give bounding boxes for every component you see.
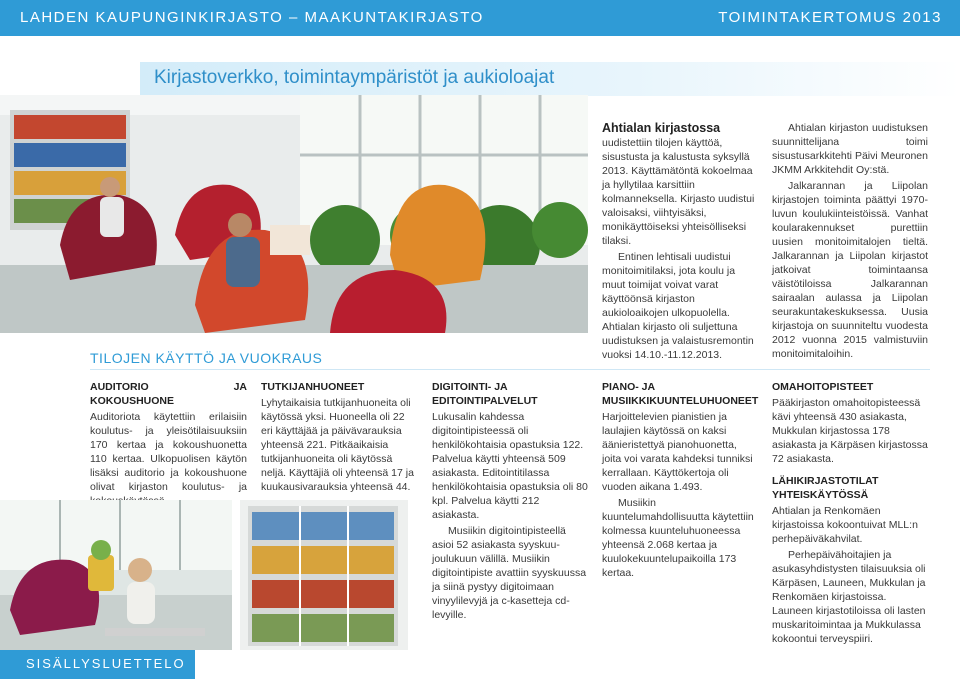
ahtiala-p1: uudistettiin tilojen käyttöä, sisustusta ja kalustusta syksyllä 2013. Käyttämätöntä kokoelmaa ja hyllytilaa karsittiin kolmanneksella. Kirjasto uudistui valoisaksi, viihtyisäksi, monikäyttöiseksi yhteisölliseksi tilaksi.	[602, 137, 755, 247]
section-divider	[90, 369, 930, 370]
column-paragraph: Ahtialan ja Renkomäen kirjastoissa kokoontuivat MLL:n perhepäiväkahvilat.	[772, 505, 918, 545]
column-paragraph: Lyhytaikaisia tutkijanhuoneita oli käytössä yksi. Huoneella oli 22 eri käyttäjää ja päivävarauksia yhteensä 221. Pitkäaikaisia tutkijanhuoneita oli käytössä neljä. Käyttäjiä oli yhteensä 17 ja kuukausivarauksia yhteensä 44.	[261, 397, 414, 493]
ahtiala-designer-paragraph: Ahtialan kirjaston uudistuksen suunnittelijana toimi sisustusarkkitehti Päivi Meuronen JKMM Arkkitehdit Oy:stä.	[772, 122, 928, 176]
table-of-contents-button[interactable]	[0, 650, 195, 679]
auditorio-column	[90, 380, 247, 510]
digitointi-column	[432, 380, 589, 624]
top-header-bar	[0, 0, 960, 36]
omahoitopisteet-column	[772, 380, 928, 648]
tutkijanhuoneet-column	[261, 380, 418, 496]
column-paragraph: Auditoriota käytettiin erilaisiin koulutus- ja yleisötilaisuuksiin 170 kertaa ja kokoushuonetta 110 kertaa. Ulkopuolisen käytön lisäksi auditorio ja kokoushuone olivat kirjaston koulutus- ja	[90, 411, 247, 493]
publication-name: LAHDEN KAUPUNGINKIRJASTO – MAAKUNTAKIRJASTO	[20, 9, 484, 26]
library-reading-room-photo	[0, 95, 588, 333]
column-paragraph: Harjoittelevien pianistien ja laulajien käytössä on kaksi äänieristettyä pianohuonetta, joita voi varata kahdeksi tunniksi kerrallaan. Käyttökertoja oli vuoden aikana 1.493.	[602, 411, 753, 493]
column-heading: AUDITORIO JA KOKOUSHUONE	[90, 381, 247, 407]
report-title: TOIMINTAKERTOMUS 2013	[718, 9, 942, 26]
column-heading: TUTKIJANHUONEET	[261, 381, 365, 393]
column-heading: DIGITOINTI- JA EDITOINTIPALVELUT	[432, 381, 538, 407]
column-paragraph: Lukusalin kahdessa digitointipisteessä oli henkilökohtaisia opastuksia 122. Palvelua käytti yhteensä 509 asiakasta. Editointitilassa henkilökohtaisia opastuksia oli 80 kpl. Palvelua käytti 212 asiakasta.	[432, 411, 588, 521]
children-area-photo	[0, 500, 232, 650]
column-heading: PIANO- JA MUSIIKKIKUUNTELUHUONEET	[602, 381, 759, 407]
ahtiala-lead: Ahtialan kirjastossa	[602, 121, 721, 135]
column-paragraph: Musiikin kuuntelumahdollisuutta käytettiin kolmessa kuunteluhuoneessa yhteensä 2.068 kertaa ja kuulokekuuntelupaikoilla 173 kertaa.	[602, 497, 754, 579]
jalkaranta-liipola-paragraph: Jalkarannan ja Liipolan kirjastojen toiminta päättyi 1970-luvun koulukiinteistöissä. Vanhat koularakennukset purettiin uusien monitoimitalojen tieltä. Jalkarannan ja Liipolan kirjastot jatkoivat toimintaansa väistötiloissa Jalkarannan sairaalan aulassa ja Liipolan seurakuntakeskuksessa. Uusia kirjastoja on suunniteltu vuodesta 2012 vuonna 2015 valmistuviin monitoimitaloihin.	[772, 180, 928, 360]
column-paragraph: Perhepäivähoitajien ja asukasyhdistysten tilaisuuksia oli Kärpäsen, Launeen, Mukkulan ja Renkomäen kirjastoissa. Launeen kirjastotiloissa oli lasten muskaritoimintaa ja Mukkulassa kokoontui terveyspiiri.	[772, 549, 926, 645]
column-heading-2: LÄHIKIRJASTOTILAT YHTEISKÄYTÖSSÄ	[772, 475, 879, 501]
ahtiala-p2: Entinen lehtisali uudistui monitoimitilaksi, jota koulu ja muut toimijat voivat varat käyttöönsä kirjaston aukioloaikojen ulkopuolella. Ahtialan kirjasto oli suljettuna uudistuksen ja valaistusremontin vuoksi 14.10.-11.12.2013.	[602, 251, 754, 361]
section-title: TILOJEN KÄYTTÖ JA VUOKRAUS	[90, 350, 323, 366]
ahtiala-text-column-1	[602, 121, 757, 364]
page-heading-band	[140, 62, 960, 96]
column-heading: OMAHOITOPISTEET	[772, 381, 874, 393]
page-title: Kirjastoverkko, toimintaympäristöt ja aukioloajat	[154, 67, 555, 88]
toc-label[interactable]: SISÄLLYSLUETTELO	[26, 656, 186, 671]
bookshelf-photo	[240, 500, 408, 650]
column-paragraph: Musiikin digitointipisteellä asioi 52 asiakasta syyskuu-joulukuun välillä. Musiikin digitointipiste avattiin syyskuussa ja siinä pystyy digitoimaan vinyylilevyjä ja c-kasetteja cd-levyille.	[432, 525, 587, 621]
ahtiala-text-column-2	[772, 121, 928, 363]
piano-column	[602, 380, 759, 582]
column-paragraph: Pääkirjaston omahoitopisteessä kävi yhteensä 430 asiakasta, Mukkulan kirjastossa 178 asiakasta ja Kärpäsen kirjastossa 72 asiakasta.	[772, 397, 928, 465]
